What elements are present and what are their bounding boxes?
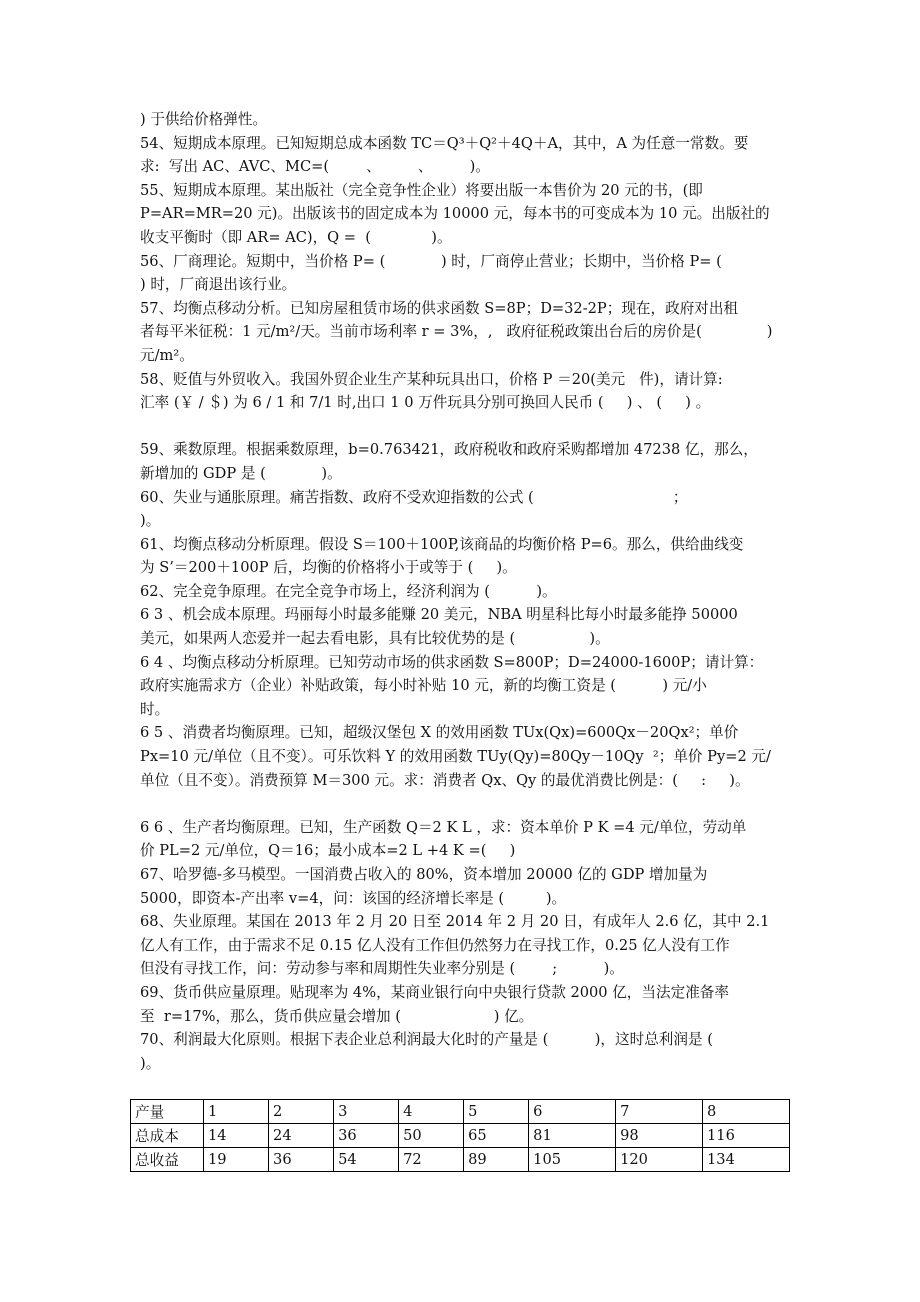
document-body bbox=[140, 108, 800, 1075]
text-line: 元/m²。 bbox=[140, 346, 194, 364]
text-line: 67、哈罗德-多马模型。一国消费占收入的 80%，资本增加 20000 亿的 GDP 增加量为 bbox=[140, 866, 708, 883]
table-cell: 54 bbox=[334, 1148, 399, 1172]
table-cell: 2 bbox=[269, 1100, 334, 1124]
table-cell: 120 bbox=[616, 1148, 703, 1172]
text-line: 6 3 、机会成本原理。玛丽每小时最多能赚 20 美元，NBA 明星科比每小时最多能挣 50000 bbox=[140, 606, 738, 624]
table-cell: 3 bbox=[334, 1100, 399, 1124]
table-cell: 4 bbox=[399, 1100, 464, 1124]
table-cell: 50 bbox=[399, 1124, 464, 1148]
text-line: 6 5 、消费者均衡原理。已知，超级汉堡包 X 的效用函数 TUx(Qx)=600Qx－20Qx²；单价 bbox=[140, 724, 739, 742]
text-line: 54、短期成本原理。已知短期总成本函数 TC＝Q³＋Q²＋4Q＋A，其中，A 为任意一常数。要 bbox=[140, 134, 749, 152]
table-row bbox=[131, 1124, 790, 1148]
text-line: 5000，即资本-产出率 v=4，问：该国的经济增长率是 ( )。 bbox=[140, 889, 567, 907]
table-cell: 36 bbox=[269, 1148, 334, 1172]
text-line: 至 r=17%，那么，货币供应量会增加 ( ) 亿。 bbox=[140, 1007, 534, 1025]
text-line: 但没有寻找工作，问：劳动参与率和周期性失业率分别是 ( ; )。 bbox=[140, 960, 624, 978]
text-line: 60、失业与通胀原理。痛苦指数、政府不受欢迎指数的公式 ( ； bbox=[140, 488, 688, 506]
text-line: 者每平米征税：1 元/m²/天。当前市场利率 r = 3%，, 政府征税政策出台后的房价是( ) bbox=[140, 323, 773, 341]
table-cell: 5 bbox=[464, 1100, 529, 1124]
table-cell: 14 bbox=[204, 1124, 269, 1148]
table-cell: 98 bbox=[616, 1124, 703, 1148]
text-line: 价 PL=2 元/单位，Q＝16；最小成本=2 L +4 K =( ) bbox=[140, 842, 516, 860]
text-line: 6 6 、生产者均衡原理。已知，生产函数 Q＝2 K L ，求：资本单价 P K =4 元/单位，劳动单 bbox=[140, 818, 747, 836]
text-line: )。 bbox=[140, 512, 161, 530]
text-line: 58、贬值与外贸收入。我国外贸企业生产某种玩具出口，价格 P ＝20(美元 件)，请计算: bbox=[140, 370, 723, 388]
text-line: 61、均衡点移动分析原理。假设 S＝100＋100P,该商品的均衡价格 P=6。那么，供给曲线变 bbox=[140, 535, 744, 553]
table-cell: 1 bbox=[204, 1100, 269, 1124]
text-line: 单位（且不变）。消费预算 M＝300 元。求：消费者 Qx、Qy 的最优消费比例是：( : )。 bbox=[140, 771, 750, 789]
table-cell: 72 bbox=[399, 1148, 464, 1172]
text-line: 59、乘数原理。根据乘数原理，b=0.763421，政府税收和政府采购都增加 47238 亿，那么， bbox=[140, 441, 758, 459]
table-cell: 105 bbox=[529, 1148, 616, 1172]
table-cell: 89 bbox=[464, 1148, 529, 1172]
blank-line bbox=[140, 792, 800, 816]
row-header: 总收益 bbox=[131, 1148, 204, 1172]
table-cell: 7 bbox=[616, 1100, 703, 1124]
table-cell: 65 bbox=[464, 1124, 529, 1148]
text-line: 亿人有工作，由于需求不足 0.15 亿人没有工作但仍然努力在寻找工作，0.25 亿人没有工作 bbox=[140, 936, 730, 954]
text-line: 时。 bbox=[140, 700, 170, 718]
row-header: 产量 bbox=[131, 1100, 204, 1124]
text-line: 美元，如果两人恋爱并一起去看电影，具有比较优势的是 ( )。 bbox=[140, 630, 610, 648]
text-line: 汇率 (￥ / ＄) 为 6 / 1 和 7/1 时,出口 1 0 万件玩具分别可换回人民币 ( ) 、 ( ) 。 bbox=[140, 394, 711, 412]
text-line: 57、均衡点移动分析。已知房屋租赁市场的供求函数 S=8P；D=32-2P；现在，政府对出租 bbox=[140, 299, 739, 317]
text-line: P=AR=MR=20 元)。出版该书的固定成本为 10000 元，每本书的可变成本为 10 元。出版社的 bbox=[140, 205, 770, 223]
text-line: 求: 写出 AC、AVC、MC=( 、 、 )。 bbox=[140, 158, 490, 176]
text-line: 新增加的 GDP 是 ( )。 bbox=[140, 464, 342, 482]
text-line: 70、利润最大化原则。根据下表企业总利润最大化时的产量是 ( )，这时总利润是 ( bbox=[140, 1031, 713, 1049]
text-line: 为 S’＝200＋100P 后，均衡的价格将小于或等于 ( )。 bbox=[140, 559, 517, 577]
table-cell: 8 bbox=[703, 1100, 790, 1124]
table-cell: 116 bbox=[703, 1124, 790, 1148]
table-cell: 19 bbox=[204, 1148, 269, 1172]
table-cell: 36 bbox=[334, 1124, 399, 1148]
text-line: 收支平衡时（即 AR= AC)，Q = ( )。 bbox=[140, 228, 452, 246]
profit-table bbox=[130, 1099, 790, 1172]
text-line: Px=10 元/单位（且不变）。可乐饮料 Y 的效用函数 TUy(Qy)=80Qy－10Qy ²；单价 Py=2 元/ bbox=[140, 748, 771, 766]
text-line: 68、失业原理。某国在 2013 年 2 月 20 日至 2014 年 2 月 20 日，有成年人 2.6 亿，其中 2.1 bbox=[140, 913, 770, 931]
table-cell: 6 bbox=[529, 1100, 616, 1124]
text-line: 62、完全竞争原理。在完全竞争市场上，经济利润为 ( )。 bbox=[140, 582, 557, 600]
text-line: 55、短期成本原理。某出版社（完全竞争性企业）将要出版一本售价为 20 元的书，(即 bbox=[140, 181, 703, 199]
table-cell: 81 bbox=[529, 1124, 616, 1148]
text-line: )。 bbox=[140, 1054, 161, 1072]
text-line: ) 于供给价格弹性。 bbox=[140, 111, 268, 128]
text-line: 56、厂商理论。短期中，当价格 P= ( ) 时，厂商停止营业；长期中，当价格 P= ( bbox=[140, 252, 722, 270]
text-line: 69、货币供应量原理。贴现率为 4%，某商业银行向中央银行贷款 2000 亿，当法定准备率 bbox=[140, 983, 729, 1001]
table-row bbox=[131, 1100, 790, 1124]
table-row bbox=[131, 1148, 790, 1172]
table-cell: 134 bbox=[703, 1148, 790, 1172]
text-line: 6 4 、均衡点移动分析原理。已知劳动市场的供求函数 S=800P；D=24000-1600P；请计算： bbox=[140, 653, 764, 671]
text-line: ) 时，厂商退出该行业。 bbox=[140, 276, 297, 294]
table-cell: 24 bbox=[269, 1124, 334, 1148]
text-line: 政府实施需求方（企业）补贴政策，每小时补贴 10 元，新的均衡工资是 ( ) 元/小 bbox=[140, 677, 707, 695]
blank-line bbox=[140, 415, 800, 439]
row-header: 总成本 bbox=[131, 1124, 204, 1148]
